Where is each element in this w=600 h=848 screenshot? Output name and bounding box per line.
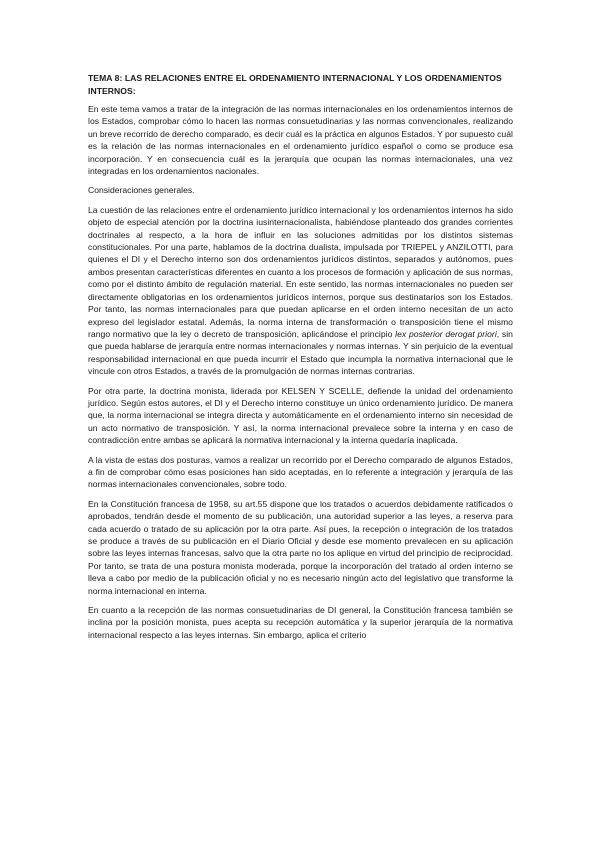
section-heading: Consideraciones generales. (88, 185, 195, 196)
latin-principle: lex posterior derogat priori (395, 328, 497, 339)
intro-paragraph: En este tema vamos a tratar de la integración de las normas internacionales en los ordenamientos internos de los Estados, comprobar cómo lo hacen las normas consuetudinarias y las normas convencionales, realizando un breve recorrido de derecho comparado, es decir cuál es la práctica en algunos Estados. Y por supuesto cuál es la relación de las normas internacionales en el ordenamiento jurídico español o como se produce esa incorporación. Y en consecuencia cuál es la jerarquía que ocupan las normas internacionales, una vez integradas en los ordenamientos nacionales. (88, 104, 513, 177)
comparative-paragraph: A la vista de estas dos posturas, vamos a realizar un recorrido por el Derecho comparado de algunos Estados, a fin de comprobar cómo esas posiciones han sido aceptadas, en lo referente a integración y jerarquía de las normas internacionales convencionales, sobre todo. (88, 454, 513, 490)
monist-paragraph: Por otra parte, la doctrina monista, liderada por KELSEN Y SCELLE, defiende la unidad del ordenamiento jurídico. Según estos autores, el DI y el Derecho interno constituye un único ordenamiento jurídico. De manera que, la norma internacional se integra directa y automáticamente en el ordenamiento interno sin necesidad de un acto normativo de transposición. Y así, la norma internacional prevalece sobre la interna y en caso de contradicción entre ambas se aplicará la normativa internacional y la interna quedaría inaplicada. (88, 385, 513, 446)
page-title: TEMA 8: LAS RELACIONES ENTRE EL ORDENAMIENTO INTERNACIONAL Y LOS ORDENAMIENTOS INTERNOS: (88, 73, 502, 96)
france-treaties-paragraph: En la Constitución francesa de 1958, su art.55 dispone que los tratados o acuerdos debidamente ratificados o aprobados, tendrán desde el momento de su publicación, una autoridad superior a las leyes, a reserva para cada acuerdo o tratado de su aplicación por la otra parte. Así pues, la recepción o integración de los tratados se produce a través de su publicación en el Diario Oficial y desde ese momento prevalecen en su aplicación sobre las leyes internas francesas, salvo que la otra parte no los aplique en virtud del principio de reciprocidad. Por tanto, se trata de una postura monista moderada, porque la incorporación del tratado al orden interno se lleva a cabo por medio de la publicación oficial y no es necesario ningún acto del legislativo que transforme la norma internacional en interna. (88, 498, 513, 596)
dualist-text-part-1: La cuestión de las relaciones entre el ordenamiento jurídico internacional y los ordenamientos internos ha sido objeto de especial atención por la doctrina iusinternacionalista, habiéndose planteado dos grandes corrientes doctrinales al respecto, a la hora de influir en las soluciones admitidas por los distintos sistemas constitucionales. Por una parte, hablamos de la doctrina dualista, impulsada por TRIEPEL y ANZILOTTI, para quienes el DI y el Derecho interno son dos ordenamientos jurídicos distintos, separados y autónomos, pues ambos presentan características diferentes en cuanto a los procesos de formación y aplicación de sus normas, como por el distinto ámbito de regulación material. En este sentido, las normas internacionales no pueden ser directamente obligatorias en los ordenamientos jurídicos internos, porque sus destinatarios son los Estados. Por tanto, las normas internacionales para que puedan aplicarse en el orden interno necesitan de un acto expreso del legislador estatal. Además, la norma interna de transformación o transposición tiene el mismo rango normativo que la ley o decreto de transposición, aplicándose el principio (88, 204, 513, 339)
france-custom-paragraph: En cuanto a la recepción de las normas consuetudinarias de DI general, la Constitución francesa también se inclina por la posición monista, pues acepta su recepción automática y la superior jerarquía de la normativa internacional respecto a las leyes internas. Sin embargo, aplica el criterio (88, 605, 513, 640)
dualist-text-part-2: , sin que pueda hablarse de jerarquía entre normas internacionales y normas internas. Y sin perjuicio de la eventual responsabilidad internacional en que pueda incurrir el Estado que incumpla la normativa internacional que le vincule con otros Estados, a través de la promulgación de normas internas contrarias. (88, 328, 513, 377)
dualist-paragraph (88, 204, 513, 378)
